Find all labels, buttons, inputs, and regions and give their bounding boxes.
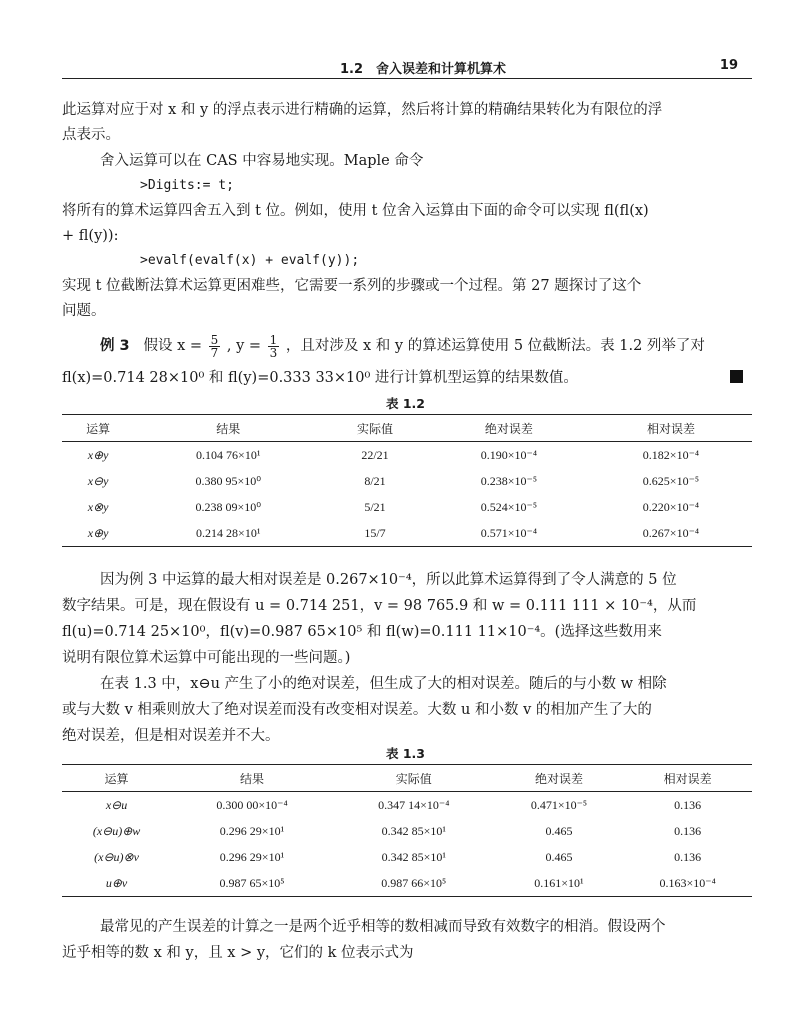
paragraph-line: 舍入运算可以在 CAS 中容易地实现。Maple 命令 [100,153,424,169]
table-1-2-caption: 表 1.2 [386,396,425,411]
fraction-numerator: 1 [269,332,278,347]
running-header [62,54,752,79]
paragraph-line: 将所有的算术运算四舍五入到 t 位。例如，使用 t 位舍入运算由下面的命令可以实现 fl(fl(x) [62,203,649,219]
table-cell: (x⊖u)⊕w [92,823,141,838]
example-3-line [100,332,705,360]
table-cell: 0.190×10⁻⁴ [480,447,538,462]
fraction-numerator: 5 [210,332,219,347]
table-header-row [62,415,752,442]
example-text: , y = [226,338,262,354]
table-cell: 8/21 [364,473,386,488]
table-cell: 0.300 00×10⁻⁴ [216,797,288,812]
paragraph-line: 因为例 3 中运算的最大相对误差是 0.267×10⁻⁴，所以此算术运算得到了令人满意的 5 位 [100,572,677,588]
table-cell: u⊕v [62,870,171,897]
paragraph-line: 绝对误差，但是相对误差并不大。 [62,728,280,744]
column-header: 绝对误差 [495,765,624,792]
paragraph-line: fl(x)=0.714 28×10⁰ 和 fl(y)=0.333 33×10⁰ 进行计算机型运算的结果数值。 [62,370,578,386]
column-header: 相对误差 [590,415,752,442]
paragraph-line: 此运算对应于对 x 和 y 的浮点表示进行精确的运算，然后将计算的精确结果转化为有限位的浮 [62,102,663,118]
maple-command: >evalf(evalf(x) + evalf(y)); [140,253,360,268]
table-row [62,818,752,844]
paragraph-line: 或与大数 v 相乘则放大了绝对误差而没有改变相对误差。大数 u 和小数 v 的相加产生了大的 [62,702,652,718]
table-row [62,844,752,870]
paragraph-line: 在表 1.3 中，x⊖u 产生了小的绝对误差，但生成了大的相对误差。随后的与小数 w 相除 [100,676,667,692]
table-cell: 0.471×10⁻⁵ [530,797,588,812]
column-header: 运算 [62,415,134,442]
column-header: 绝对误差 [428,415,590,442]
table-cell: x⊕y [87,447,109,462]
fraction-x [209,334,221,359]
table-cell: 0.347 14×10⁻⁴ [378,797,450,812]
paragraph-line: 点表示。 [62,127,120,143]
example-label: 例 3 [100,338,130,354]
table-cell: 0.136 [674,849,702,864]
table-cell: 0.380 95×10⁰ [195,473,262,488]
table-cell: 0.161×10¹ [495,870,624,897]
column-header: 实际值 [333,765,495,792]
table-cell: 0.220×10⁻⁴ [642,499,700,514]
end-of-example-mark [730,370,743,383]
table-cell: 0.571×10⁻⁴ [428,520,590,547]
table-row [62,870,752,897]
table-cell: x⊗y [87,499,109,514]
table-cell: 0.465 [545,823,573,838]
table-cell: 0.465 [545,849,573,864]
column-header: 相对误差 [623,765,752,792]
table-cell: 0.342 85×10¹ [381,823,446,838]
column-header: 结果 [134,415,322,442]
paragraph-line: 近乎相等的数 x 和 y，且 x > y，它们的 k 位表示式为 [62,945,414,961]
section-title: 1.2 舍入误差和计算机算术 [340,62,507,77]
table-row [62,442,752,469]
table-row [62,494,752,520]
paragraph-line: 最常见的产生误差的计算之一是两个近乎相等的数相减而导致有效数字的相消。假设两个 [100,919,666,935]
paragraph-line: 问题。 [62,303,106,319]
table-row [62,792,752,819]
table-cell: 0.296 29×10¹ [219,823,285,838]
table-cell: 0.342 85×10¹ [381,849,446,864]
table-cell: 0.987 66×10⁵ [333,870,495,897]
table-cell: 0.104 76×10¹ [196,447,261,462]
maple-command: >Digits:= t; [140,178,234,193]
table-cell: 0.267×10⁻⁴ [590,520,752,547]
table-cell: 0.524×10⁻⁵ [480,499,538,514]
table-header-row [62,765,752,792]
table-1-3-caption: 表 1.3 [386,746,425,761]
table-cell: 0.238 09×10⁰ [195,499,262,514]
column-header: 结果 [171,765,333,792]
table-cell: 0.238×10⁻⁵ [480,473,538,488]
fraction-y [268,334,280,359]
table-cell: 0.136 [674,797,702,812]
column-header: 实际值 [322,415,428,442]
table-cell: 0.136 [674,823,702,838]
table-cell: 0.214 28×10¹ [134,520,322,547]
paragraph-line: 说明有限位算术运算中可能出现的一些问题。) [62,650,351,666]
paragraph-line: fl(u)=0.714 25×10⁰，fl(v)=0.987 65×10⁵ 和 fl(w)=0.111 11×10⁻⁴。(选择这些数用来 [62,624,662,640]
table-cell: 22/21 [361,447,389,462]
table-cell: x⊖y [87,473,109,488]
table-cell: 0.625×10⁻⁵ [642,473,700,488]
paragraph-line: 数字结果。可是，现在假设有 u = 0.714 251，v = 98 765.9 和 w = 0.111 111 × 10⁻⁴，从而 [62,598,697,614]
paragraph-line: 实现 t 位截断法算术运算更困难些，它需要一系列的步骤或一个过程。第 27 题探讨了这个 [62,278,642,294]
table-cell: 0.163×10⁻⁴ [623,870,752,897]
example-text: ，且对涉及 x 和 y 的算述运算使用 5 位截断法。表 1.2 列举了对 [285,338,705,354]
table-1-3 [62,764,752,897]
table-cell: x⊖u [105,797,128,812]
table-row [62,468,752,494]
table-cell: 0.296 29×10¹ [219,849,285,864]
table-row [62,520,752,547]
table-cell: 5/21 [364,499,386,514]
fraction-denominator: 7 [210,345,219,360]
example-text: 假设 x = [143,338,203,354]
paragraph-line: + fl(y)): [62,228,119,244]
table-1-2 [62,414,752,547]
table-cell: 0.182×10⁻⁴ [642,447,700,462]
table-cell: 0.987 65×10⁵ [171,870,333,897]
table-cell: x⊕y [62,520,134,547]
table-cell: 15/7 [322,520,428,547]
table-cell: (x⊖u)⊗v [94,849,139,864]
column-header: 运算 [62,765,171,792]
fraction-denominator: 3 [269,345,278,360]
page-number: 19 [719,58,738,73]
